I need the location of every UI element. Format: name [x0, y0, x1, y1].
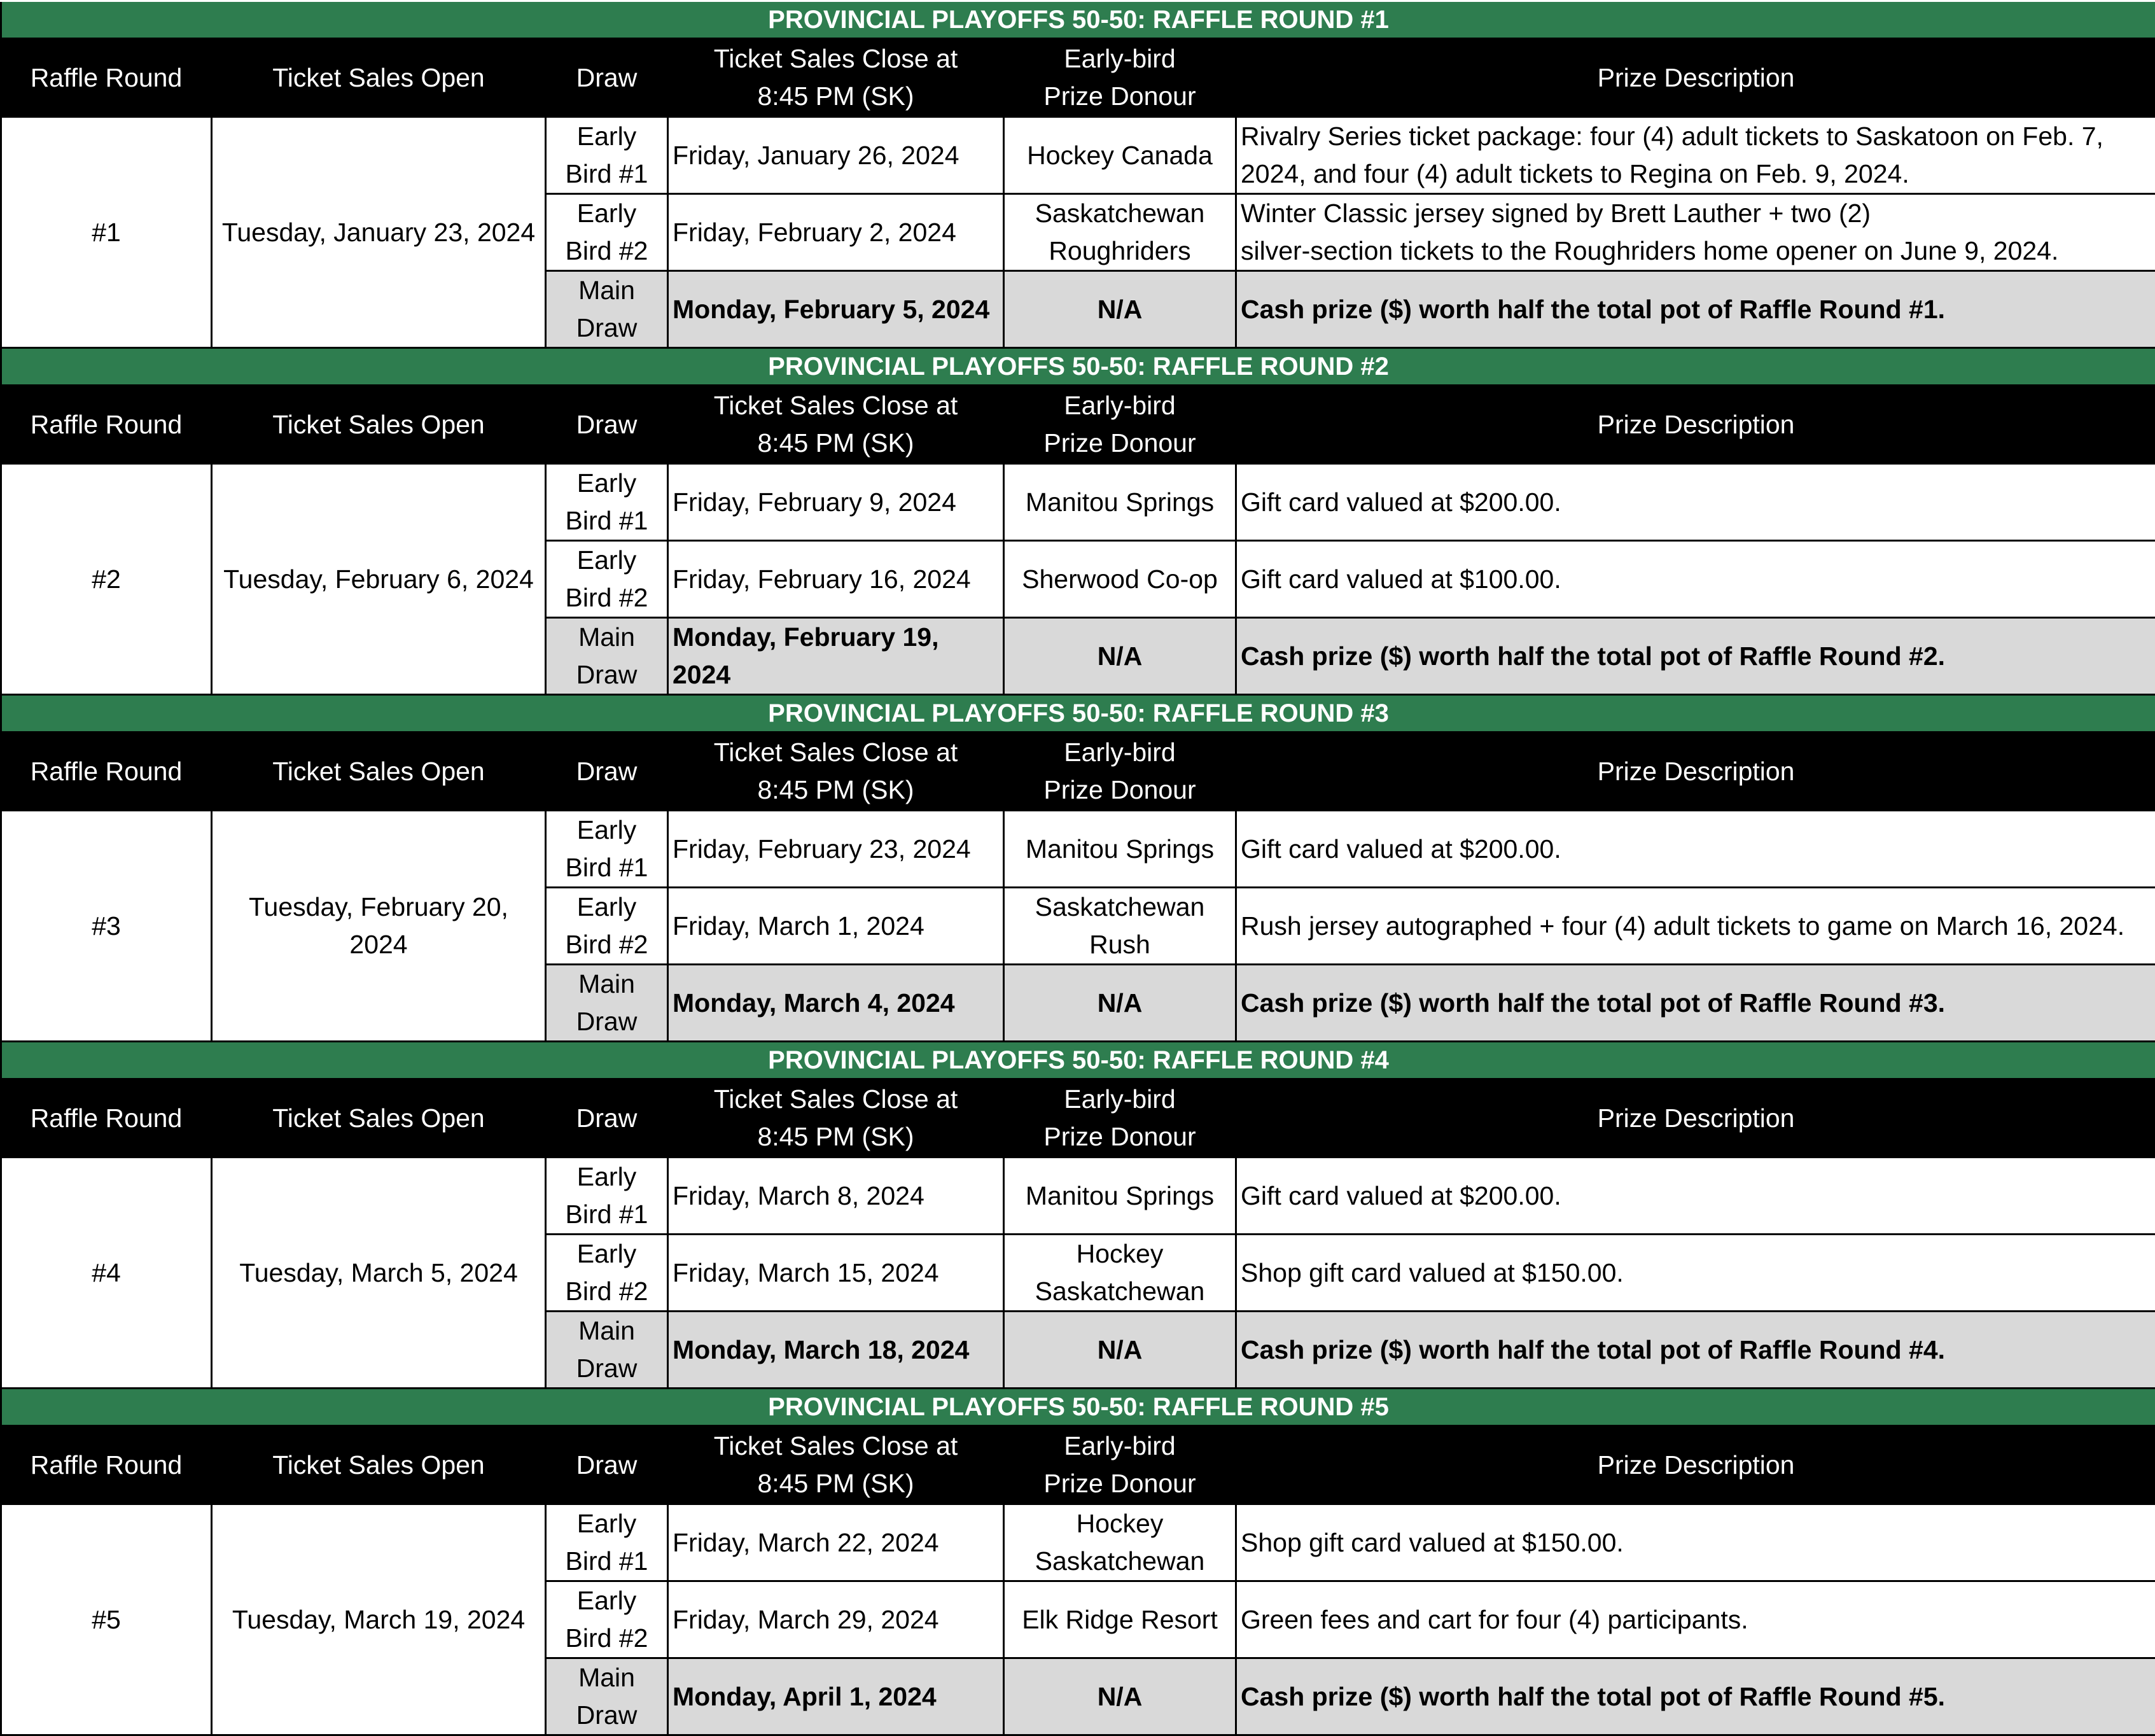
draw-label: Bird #1 [566, 1200, 648, 1229]
header-draw [546, 39, 668, 117]
draw-label: Early [577, 199, 636, 228]
draw-type [546, 888, 668, 965]
header-label: Prize Donour [1043, 428, 1196, 458]
header-label: Prize Donour [1043, 1122, 1196, 1151]
ticket-sales-close-date [668, 541, 1004, 618]
draw-label: Bird #2 [566, 1277, 648, 1306]
raffle-round-label: #5 [92, 1605, 121, 1634]
ticket-sales-close-date [668, 464, 1004, 541]
header-prize-description [1236, 386, 2155, 464]
draw-type [546, 1312, 668, 1389]
prize-description [1236, 194, 2155, 271]
donor-label: Saskatchewan Rush [1035, 892, 1205, 959]
header-label: Ticket Sales Open [272, 757, 484, 786]
ticket-sales-open-date [212, 811, 546, 1042]
column-header-row [1, 732, 2155, 811]
header-label: Prize Donour [1043, 775, 1196, 804]
raffle-round-number [1, 1504, 212, 1735]
prize-donor [1004, 618, 1236, 695]
header-label: Draw [576, 757, 638, 786]
prize-label: Green fees and cart for four (4) participants. [1241, 1605, 1748, 1634]
ticket-sales-close-date [668, 271, 1004, 348]
ticket-sales-close-date [668, 618, 1004, 695]
prize-description [1236, 811, 2155, 888]
close-date-label: Monday, February 5, 2024 [673, 295, 989, 324]
header-label: Ticket Sales Close at [714, 44, 958, 73]
draw-label: Main [578, 969, 635, 998]
header-early-bird-donor [1004, 732, 1236, 811]
prize-label: Gift card valued at $200.00. [1241, 1181, 1561, 1210]
header-label: Ticket Sales Open [272, 1450, 484, 1480]
header-prize-description [1236, 1079, 2155, 1158]
ticket-sales-open-date [212, 464, 546, 695]
prize-donor [1004, 117, 1236, 194]
draw-label: Early [577, 545, 636, 575]
draw-label: Main [578, 1663, 635, 1692]
prize-label: Cash prize ($) worth half the total pot of Raffle Round #3. [1241, 988, 1945, 1018]
prize-description [1236, 1658, 2155, 1735]
donor-label: Saskatchewan [1035, 1546, 1205, 1576]
prize-donor [1004, 1158, 1236, 1235]
ticket-sales-close-date [668, 194, 1004, 271]
draw-type [546, 618, 668, 695]
round-title-row [1, 695, 2155, 732]
ticket-sales-open-date [212, 1504, 546, 1735]
draw-type [546, 271, 668, 348]
draw-type [546, 1581, 668, 1658]
donor-label: N/A [1098, 988, 1143, 1018]
header-draw [546, 1426, 668, 1504]
header-label: Prize Donour [1043, 81, 1196, 111]
prize-label: Cash prize ($) worth half the total pot of Raffle Round #5. [1241, 1682, 1945, 1711]
donor-label: Manitou Springs [1026, 1181, 1214, 1210]
raffle-round-number [1, 464, 212, 695]
draw-type [546, 117, 668, 194]
ticket-sales-close-date [668, 1312, 1004, 1389]
donor-label: N/A [1098, 641, 1143, 671]
header-raffle-round [1, 386, 212, 464]
prize-donor [1004, 541, 1236, 618]
open-date-label: Tuesday, March 5, 2024 [239, 1258, 518, 1287]
donor-label: Hockey [1077, 1239, 1164, 1268]
prize-description [1236, 1158, 2155, 1235]
header-label: Draw [576, 410, 638, 439]
prize-description [1236, 464, 2155, 541]
header-draw [546, 1079, 668, 1158]
draw-label: Main [578, 276, 635, 305]
open-date-label: Tuesday, January 23, 2024 [222, 218, 535, 247]
draw-label: Bird #2 [566, 236, 648, 265]
prize-donor [1004, 1658, 1236, 1735]
prize-donor [1004, 194, 1236, 271]
header-ticket-sales-open [212, 732, 546, 811]
draw-label: Bird #1 [566, 1546, 648, 1576]
close-date-label: Friday, February 9, 2024 [673, 487, 956, 517]
close-date-label: Monday, February 19, 2024 [673, 622, 938, 689]
ticket-sales-close-date [668, 117, 1004, 194]
donor-label: Saskatchewan [1035, 199, 1205, 228]
prize-description [1236, 271, 2155, 348]
header-label: 8:45 PM (SK) [757, 428, 914, 458]
round-title-text: PROVINCIAL PLAYOFFS 50-50: RAFFLE ROUND #1 [768, 6, 1389, 34]
header-early-bird-donor [1004, 1426, 1236, 1504]
donor-label: Elk Ridge Resort [1022, 1605, 1218, 1634]
header-raffle-round [1, 1426, 212, 1504]
round-title-text: PROVINCIAL PLAYOFFS 50-50: RAFFLE ROUND #3 [768, 699, 1389, 727]
header-early-bird-donor [1004, 386, 1236, 464]
table-row [1, 1504, 2155, 1581]
header-label: Raffle Round [31, 1450, 183, 1480]
header-label: Ticket Sales Open [272, 63, 484, 92]
header-prize-description [1236, 732, 2155, 811]
draw-label: Draw [576, 1700, 638, 1730]
donor-label: N/A [1098, 1335, 1143, 1364]
prize-label: Cash prize ($) worth half the total pot of Raffle Round #1. [1241, 295, 1945, 324]
draw-label: Bird #1 [566, 159, 648, 188]
round-title [1, 1, 2155, 39]
close-date-label: Monday, April 1, 2024 [673, 1682, 937, 1711]
prize-donor [1004, 811, 1236, 888]
prize-label: Shop gift card valued at $150.00. [1241, 1528, 1624, 1557]
draw-type [546, 541, 668, 618]
donor-label: N/A [1098, 1682, 1143, 1711]
header-raffle-round [1, 732, 212, 811]
prize-description [1236, 1235, 2155, 1312]
column-header-row [1, 1426, 2155, 1504]
donor-label: Manitou Springs [1026, 834, 1214, 864]
draw-label: Bird #2 [566, 1623, 648, 1653]
header-ticket-sales-close [668, 732, 1004, 811]
prize-description [1236, 618, 2155, 695]
header-label: 8:45 PM (SK) [757, 1122, 914, 1151]
close-date-label: Friday, January 26, 2024 [673, 141, 959, 170]
draw-label: Bird #2 [566, 583, 648, 612]
header-label: Raffle Round [31, 1103, 183, 1133]
draw-label: Main [578, 622, 635, 652]
ticket-sales-open-date [212, 117, 546, 348]
draw-label: Early [577, 122, 636, 151]
prize-donor [1004, 888, 1236, 965]
column-header-row [1, 1079, 2155, 1158]
header-label: Prize Description [1598, 1103, 1795, 1133]
prize-description [1236, 1504, 2155, 1581]
donor-label: N/A [1098, 295, 1143, 324]
prize-donor [1004, 271, 1236, 348]
header-label: Ticket Sales Close at [714, 1084, 958, 1114]
header-label: Early-bird [1064, 44, 1175, 73]
round-title-text: PROVINCIAL PLAYOFFS 50-50: RAFFLE ROUND #4 [768, 1046, 1389, 1074]
raffle-round-number [1, 117, 212, 348]
prize-donor [1004, 464, 1236, 541]
draw-type [546, 811, 668, 888]
close-date-label: Friday, February 2, 2024 [673, 218, 956, 247]
table-row [1, 464, 2155, 541]
close-date-label: Friday, March 15, 2024 [673, 1258, 939, 1287]
donor-label: Sherwood Co-op [1022, 564, 1218, 594]
raffle-round-label: #1 [92, 218, 121, 247]
prize-label: Rivalry Series ticket package: four (4) adult tickets to Saskatoon on Feb. 7, [1241, 122, 2103, 151]
draw-label: Draw [576, 1007, 638, 1036]
prize-donor [1004, 1504, 1236, 1581]
prize-label: Cash prize ($) worth half the total pot of Raffle Round #2. [1241, 641, 1945, 671]
raffle-round-number [1, 811, 212, 1042]
header-ticket-sales-close [668, 1426, 1004, 1504]
ticket-sales-close-date [668, 1658, 1004, 1735]
header-ticket-sales-open [212, 1426, 546, 1504]
prize-description [1236, 1581, 2155, 1658]
header-label: Ticket Sales Close at [714, 738, 958, 767]
prize-label: Gift card valued at $100.00. [1241, 564, 1561, 594]
header-ticket-sales-open [212, 386, 546, 464]
close-date-label: Friday, March 1, 2024 [673, 911, 924, 941]
prize-label: 2024, and four (4) adult tickets to Regina on Feb. 9, 2024. [1241, 159, 1909, 188]
prize-label: Gift card valued at $200.00. [1241, 834, 1561, 864]
header-label: Early-bird [1064, 391, 1175, 420]
draw-label: Bird #1 [566, 853, 648, 882]
header-label: 8:45 PM (SK) [757, 81, 914, 111]
prize-donor [1004, 1581, 1236, 1658]
open-date-label: Tuesday, February 6, 2024 [223, 564, 534, 594]
donor-label: Hockey [1077, 1509, 1164, 1538]
header-label: Ticket Sales Open [272, 1103, 484, 1133]
draw-type [546, 1658, 668, 1735]
draw-label: Early [577, 1509, 636, 1538]
header-label: 8:45 PM (SK) [757, 1469, 914, 1498]
prize-description [1236, 117, 2155, 194]
ticket-sales-close-date [668, 1504, 1004, 1581]
donor-label: Roughriders [1049, 236, 1190, 265]
draw-label: Draw [576, 660, 638, 689]
round-title-row [1, 1, 2155, 39]
column-header-row [1, 386, 2155, 464]
header-label: Prize Description [1598, 1450, 1795, 1480]
header-ticket-sales-open [212, 1079, 546, 1158]
header-label: Ticket Sales Open [272, 410, 484, 439]
prize-description [1236, 965, 2155, 1042]
prize-description [1236, 888, 2155, 965]
raffle-round-label: #3 [92, 911, 121, 941]
round-title [1, 695, 2155, 732]
prize-donor [1004, 1235, 1236, 1312]
draw-label: Early [577, 892, 636, 921]
header-draw [546, 386, 668, 464]
round-title [1, 1389, 2155, 1426]
close-date-label: Friday, March 22, 2024 [673, 1528, 939, 1557]
draw-label: Bird #1 [566, 506, 648, 535]
close-date-label: Friday, February 16, 2024 [673, 564, 971, 594]
table-row [1, 811, 2155, 888]
close-date-label: Friday, February 23, 2024 [673, 834, 971, 864]
draw-label: Main [578, 1316, 635, 1345]
draw-type [546, 1504, 668, 1581]
draw-type [546, 464, 668, 541]
prize-description [1236, 1312, 2155, 1389]
draw-label: Draw [576, 1354, 638, 1383]
header-label: Raffle Round [31, 757, 183, 786]
raffle-round-label: #4 [92, 1258, 121, 1287]
header-label: Raffle Round [31, 63, 183, 92]
header-label: Ticket Sales Close at [714, 1431, 958, 1460]
header-raffle-round [1, 39, 212, 117]
header-label: Prize Donour [1043, 1469, 1196, 1498]
draw-type [546, 1235, 668, 1312]
header-label: Draw [576, 63, 638, 92]
prize-label: Winter Classic jersey signed by Brett Lauther + two (2) [1241, 199, 1871, 228]
ticket-sales-close-date [668, 1158, 1004, 1235]
header-label: Early-bird [1064, 1431, 1175, 1460]
draw-label: Early [577, 815, 636, 844]
header-label: Prize Description [1598, 757, 1795, 786]
donor-label: Saskatchewan [1035, 1277, 1205, 1306]
close-date-label: Friday, March 29, 2024 [673, 1605, 939, 1634]
prize-label: Rush jersey autographed + four (4) adult tickets to game on March 16, 2024. [1241, 911, 2124, 941]
draw-label: Early [577, 1162, 636, 1191]
prize-label: Cash prize ($) worth half the total pot of Raffle Round #4. [1241, 1335, 1945, 1364]
header-ticket-sales-close [668, 1079, 1004, 1158]
ticket-sales-close-date [668, 1235, 1004, 1312]
donor-label: Hockey Canada [1027, 141, 1213, 170]
prize-description [1236, 541, 2155, 618]
open-date-label: Tuesday, February 20, 2024 [249, 892, 508, 959]
column-header-row [1, 39, 2155, 117]
round-title [1, 348, 2155, 386]
open-date-label: Tuesday, March 19, 2024 [232, 1605, 525, 1634]
header-label: Prize Description [1598, 63, 1795, 92]
draw-label: Draw [576, 313, 638, 342]
round-title-row [1, 1389, 2155, 1426]
draw-label: Early [577, 1586, 636, 1615]
round-title-text: PROVINCIAL PLAYOFFS 50-50: RAFFLE ROUND #5 [768, 1393, 1389, 1421]
prize-label: Shop gift card valued at $150.00. [1241, 1258, 1624, 1287]
round-title [1, 1042, 2155, 1079]
draw-type [546, 1158, 668, 1235]
round-title-text: PROVINCIAL PLAYOFFS 50-50: RAFFLE ROUND #2 [768, 353, 1389, 381]
close-date-label: Friday, March 8, 2024 [673, 1181, 924, 1210]
donor-label: Manitou Springs [1026, 487, 1214, 517]
table-row [1, 117, 2155, 194]
round-title-row [1, 1042, 2155, 1079]
ticket-sales-close-date [668, 1581, 1004, 1658]
header-early-bird-donor [1004, 1079, 1236, 1158]
header-raffle-round [1, 1079, 212, 1158]
close-date-label: Monday, March 18, 2024 [673, 1335, 969, 1364]
header-ticket-sales-close [668, 386, 1004, 464]
draw-type [546, 194, 668, 271]
draw-label: Bird #2 [566, 930, 648, 959]
header-label: Draw [576, 1103, 638, 1133]
header-label: 8:45 PM (SK) [757, 775, 914, 804]
header-label: Prize Description [1598, 410, 1795, 439]
header-draw [546, 732, 668, 811]
header-early-bird-donor [1004, 39, 1236, 117]
header-prize-description [1236, 1426, 2155, 1504]
prize-label: silver-section tickets to the Roughriders home opener on June 9, 2024. [1241, 236, 2058, 265]
close-date-label: Monday, March 4, 2024 [673, 988, 955, 1018]
prize-donor [1004, 965, 1236, 1042]
raffle-round-label: #2 [92, 564, 121, 594]
header-ticket-sales-open [212, 39, 546, 117]
header-label: Raffle Round [31, 410, 183, 439]
table-row [1, 1158, 2155, 1235]
raffle-round-number [1, 1158, 212, 1389]
ticket-sales-close-date [668, 811, 1004, 888]
ticket-sales-close-date [668, 888, 1004, 965]
ticket-sales-open-date [212, 1158, 546, 1389]
prize-label: Gift card valued at $200.00. [1241, 487, 1561, 517]
header-ticket-sales-close [668, 39, 1004, 117]
header-label: Draw [576, 1450, 638, 1480]
header-label: Early-bird [1064, 1084, 1175, 1114]
header-label: Early-bird [1064, 738, 1175, 767]
round-title-row [1, 348, 2155, 386]
draw-label: Early [577, 1239, 636, 1268]
draw-label: Early [577, 468, 636, 498]
prize-donor [1004, 1312, 1236, 1389]
header-prize-description [1236, 39, 2155, 117]
draw-type [546, 965, 668, 1042]
ticket-sales-close-date [668, 965, 1004, 1042]
header-label: Ticket Sales Close at [714, 391, 958, 420]
